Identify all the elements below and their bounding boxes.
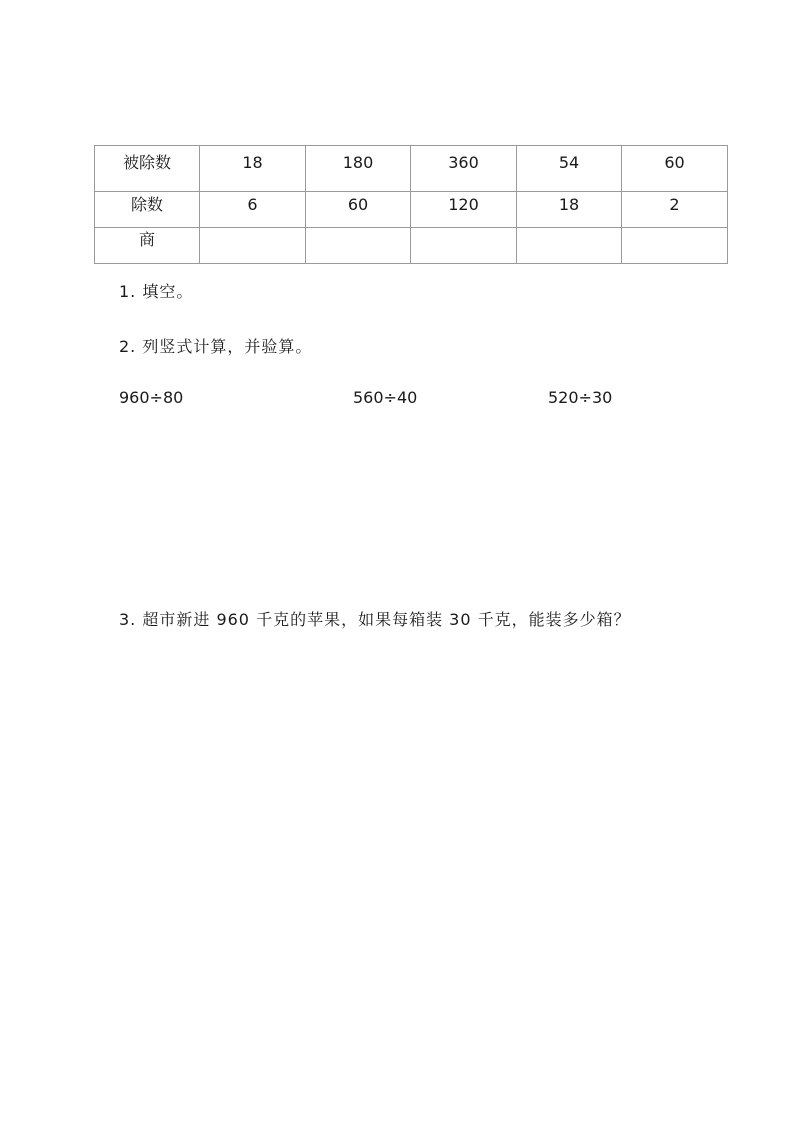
table-cell: 60 xyxy=(622,146,728,192)
table-cell: 6 xyxy=(200,192,306,228)
answer-cell[interactable] xyxy=(200,228,306,264)
table-cell: 18 xyxy=(200,146,306,192)
division-table xyxy=(94,145,728,264)
table-cell: 2 xyxy=(622,192,728,228)
table-cell: 120 xyxy=(411,192,517,228)
answer-cell[interactable] xyxy=(622,228,728,264)
answer-cell[interactable] xyxy=(306,228,411,264)
row-label-quotient: 商 xyxy=(95,228,200,264)
question-1: 1. 填空。 xyxy=(119,282,194,301)
table-row-quotient xyxy=(95,228,728,264)
answer-cell[interactable] xyxy=(517,228,622,264)
table-cell: 360 xyxy=(411,146,517,192)
expression-1: 960÷80 xyxy=(119,388,184,407)
table-row-dividend xyxy=(95,146,728,192)
answer-cell[interactable] xyxy=(411,228,517,264)
question-3: 3. 超市新进 960 千克的苹果，如果每箱装 30 千克，能装多少箱？ xyxy=(119,610,631,629)
table-cell: 180 xyxy=(306,146,411,192)
question-2: 2. 列竖式计算，并验算。 xyxy=(119,337,313,356)
table-cell: 18 xyxy=(517,192,622,228)
row-label-divisor: 除数 xyxy=(95,192,200,228)
table-cell: 54 xyxy=(517,146,622,192)
expression-3: 520÷30 xyxy=(548,388,613,407)
expression-2: 560÷40 xyxy=(353,388,418,407)
table-cell: 60 xyxy=(306,192,411,228)
table-row-divisor xyxy=(95,192,728,228)
row-label-dividend: 被除数 xyxy=(95,146,200,192)
